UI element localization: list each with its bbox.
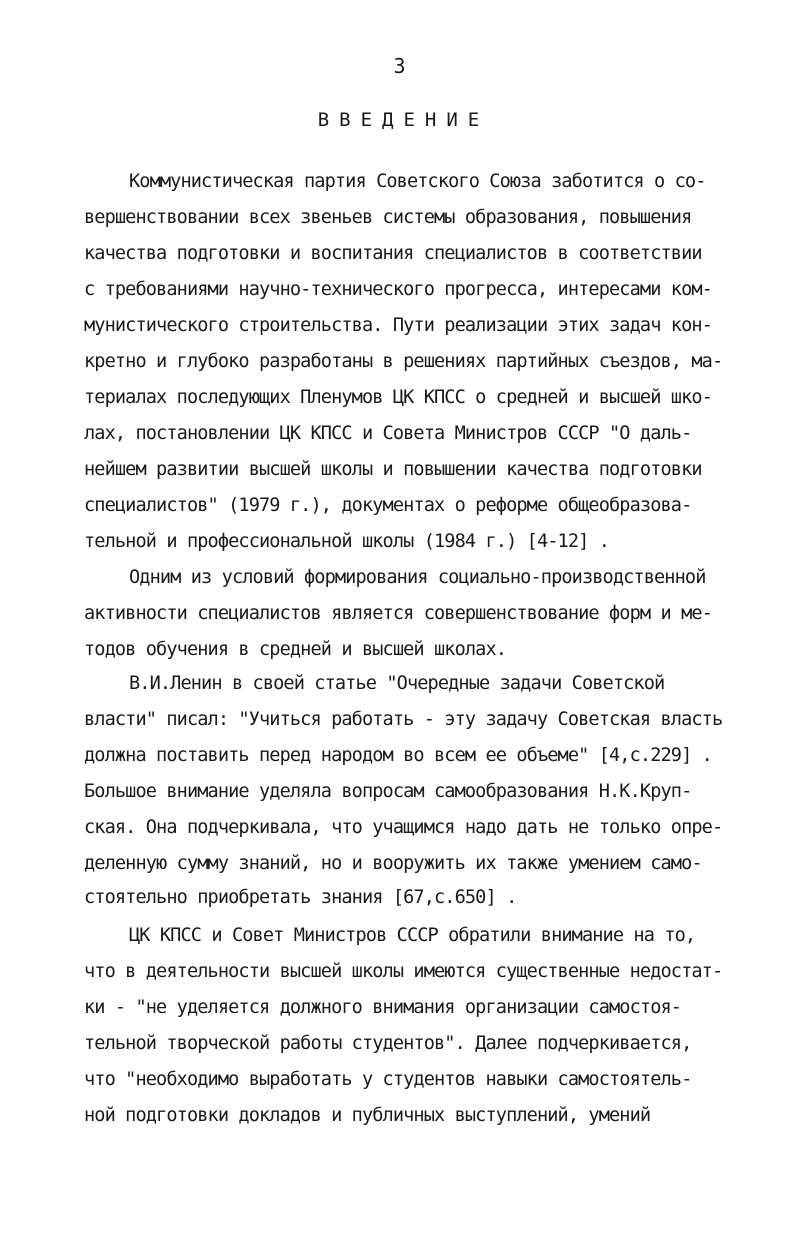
text-line: власти" писал: "Учиться работать - эту задачу Советская власть xyxy=(84,709,723,730)
text-line: стоятельно приобретать знания [67,с.650] . xyxy=(84,887,517,908)
text-line: качества подготовки и воспитания специалистов в соответствии xyxy=(84,243,702,264)
text-line: Большое внимание уделяла вопросам самообразования Н.К.Круп- xyxy=(84,781,692,802)
text-line: лах, постановлении ЦК КПСС и Совета Министров СССР "О даль- xyxy=(84,423,692,444)
text-line: ЦК КПСС и Совет Министров СССР обратили внимание на то, xyxy=(129,925,696,946)
text-line: мунистического строительства. Пути реализации этих задач кон- xyxy=(84,315,712,336)
text-line: с требованиями научно-технического прогресса, интересами ком- xyxy=(84,279,712,300)
text-line: ская. Она подчеркивала, что учащимся надо дать не только опре- xyxy=(84,817,723,838)
text-line: ной подготовки докладов и публичных выступлений, умений xyxy=(84,1105,651,1126)
text-line: ки - "не уделяется должного внимания организации самостоя- xyxy=(84,997,682,1018)
text-line: В.И.Ленин в своей статье "Очередные задачи Советской xyxy=(129,673,665,694)
text-line: тодов обучения в средней и высшей школах. xyxy=(84,639,507,660)
text-line: специалистов" (1979 г.), документах о реформе общеобразова- xyxy=(84,495,692,516)
text-line: Коммунистическая партия Советского Союза заботится о со- xyxy=(129,171,706,192)
text-line: нейшем развитии высшей школы и повышении качества подготовки xyxy=(84,459,702,480)
text-line: кретно и глубоко разработаны в решениях партийных съездов, ма- xyxy=(84,351,723,372)
text-line: деленную сумму знаний, но и вооружить их также умением само- xyxy=(84,853,702,874)
text-line: Одним из условий формирования социально-производственной xyxy=(129,567,706,588)
text-line: териалах последующих Пленумов ЦК КПСС о средней и высшей шко- xyxy=(84,387,712,408)
section-heading: ВВЕДЕНИЕ xyxy=(317,109,490,131)
text-line: вершенствовании всех звеньев системы образования, повышения xyxy=(84,207,692,228)
page-number: 3 xyxy=(393,54,406,78)
text-line: должна поставить перед народом во всем ее объеме" [4,с.229] . xyxy=(84,745,712,766)
text-line: тельной творческой работы студентов". Далее подчеркивается, xyxy=(84,1033,692,1054)
text-line: что в деятельности высшей школы имеются существенные недостат- xyxy=(84,961,723,982)
text-line: что "необходимо выработать у студентов навыки самостоятель- xyxy=(84,1069,692,1090)
text-line: активности специалистов является совершенствование форм и ме- xyxy=(84,603,712,624)
text-line: тельной и профессиональной школы (1984 г.) [4-12] . xyxy=(84,531,610,552)
